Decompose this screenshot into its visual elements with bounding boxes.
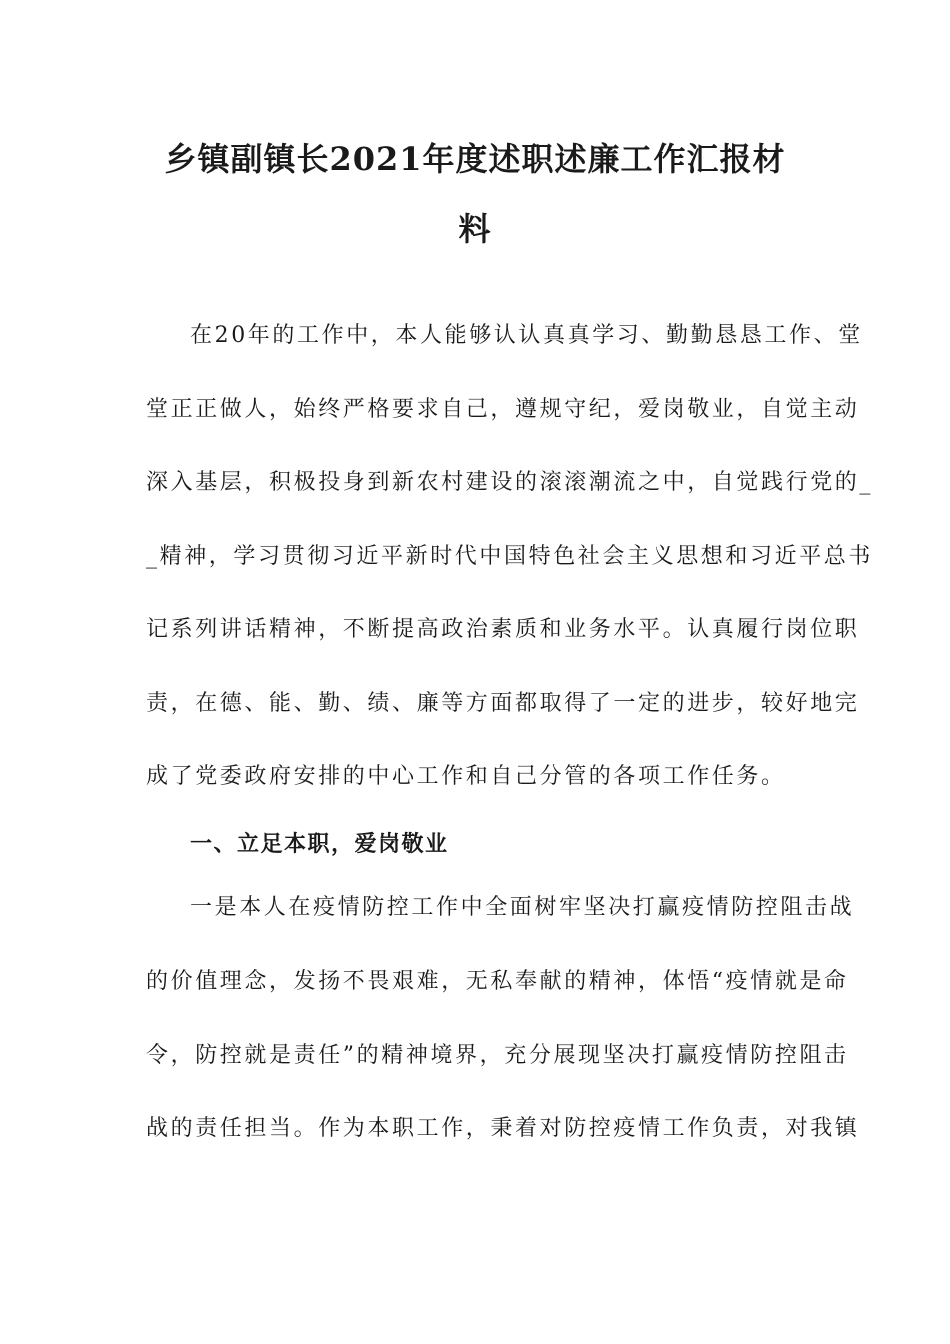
paragraph-line: 记系列讲话精神，不断提高政治素质和业务水平。认真履行岗位职: [146, 617, 860, 642]
paragraph-line: 责，在德、能、勤、绩、廉等方面都取得了一定的进步，较好地完: [146, 691, 860, 716]
paragraph-line: 成了党委政府安排的中心工作和自己分管的各项工作任务。: [146, 764, 786, 789]
document-title-line-1: 乡镇副镇长2021年度述职述廉工作汇报材: [164, 140, 786, 178]
paragraph-line: 在20年的工作中，本人能够认认真真学习、勤勤恳恳工作、堂: [190, 323, 863, 348]
paragraph-line: _精神，学习贯彻习近平新时代中国特色社会主义思想和习近平总书: [146, 544, 874, 569]
paragraph-line: 堂正正做人，始终严格要求自己，遵规守纪，爱岗敬业，自觉主动: [146, 397, 860, 422]
paragraph-line: 战的责任担当。作为本职工作，秉着对防控疫情工作负责，对我镇: [146, 1116, 860, 1141]
section-heading: 一、立足本职，爱岗敬业: [190, 831, 449, 857]
paragraph-line: 深入基层，积极投身到新农村建设的滚滚潮流之中，自觉践行党的_: [146, 470, 874, 495]
document-title-line-2: 料: [458, 210, 492, 248]
paragraph-line: 的价值理念，发扬不畏艰难，无私奉献的精神，体悟“疫情就是命: [146, 969, 849, 994]
paragraph-line: 一是本人在疫情防控工作中全面树牢坚决打赢疫情防控阻击战: [190, 895, 855, 920]
paragraph-line: 令，防控就是责任”的精神境界，充分展现坚决打赢疫情防控阻击: [146, 1043, 849, 1068]
